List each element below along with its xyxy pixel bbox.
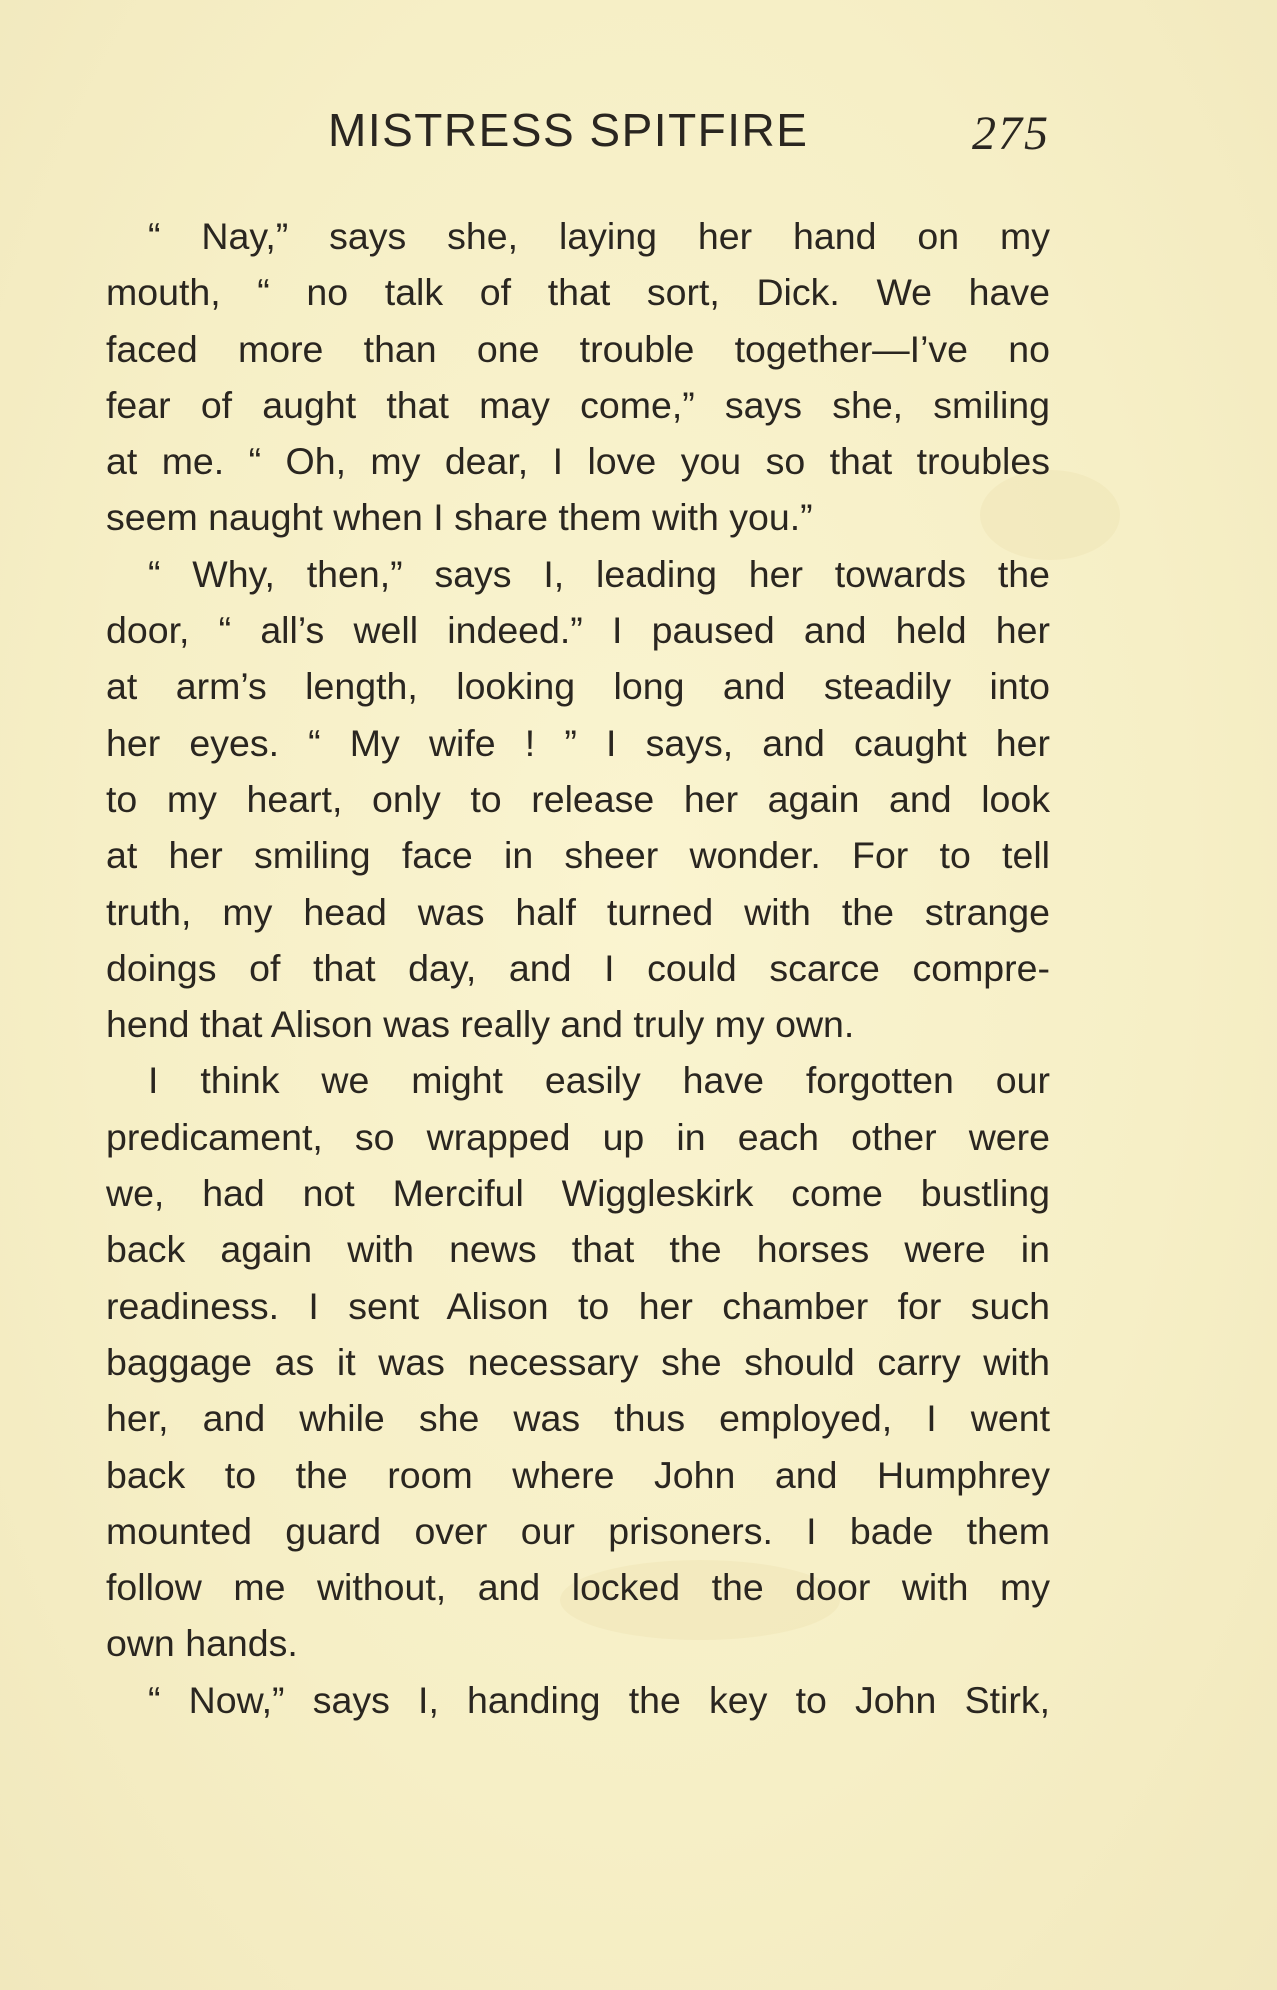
text-line: at me. “ Oh, my dear, I love you so that troubles: [106, 440, 1050, 483]
text-line: we, had not Merciful Wiggleskirk come bustling: [106, 1172, 1050, 1215]
text-line: seem naught when I share them with you.”: [106, 496, 813, 539]
text-line: at arm’s length, looking long and steadily into: [106, 665, 1050, 708]
text-line: mouth, “ no talk of that sort, Dick. We have: [106, 271, 1050, 314]
text-line: her eyes. “ My wife ! ” I says, and caught her: [106, 721, 1050, 764]
text-line: mounted guard over our prisoners. I bade them: [106, 1509, 1050, 1552]
text-line: to my heart, only to release her again and look: [106, 777, 1050, 820]
text-line: her, and while she was thus employed, I went: [106, 1397, 1050, 1440]
running-title: MISTRESS SPITFIRE: [328, 104, 809, 156]
text-line: back to the room where John and Humphrey: [106, 1453, 1050, 1496]
text-line: readiness. I sent Alison to her chamber for such: [106, 1284, 1050, 1327]
text-line: fear of aught that may come,” says she, smiling: [106, 383, 1050, 426]
text-line: truth, my head was half turned with the strange: [106, 890, 1050, 933]
text-line: doings of that day, and I could scarce compre-: [106, 946, 1050, 989]
text-line: predicament, so wrapped up in each other were: [106, 1115, 1050, 1158]
text-line: “ Now,” says I, handing the key to John Stirk,: [148, 1678, 1050, 1721]
text-line: own hands.: [106, 1622, 298, 1665]
running-head: [106, 100, 1050, 160]
text-line: back again with news that the horses were in: [106, 1228, 1050, 1271]
text-line: baggage as it was necessary she should carry with: [106, 1340, 1050, 1383]
text-line: I think we might easily have forgotten our: [148, 1059, 1050, 1102]
text-line: “ Nay,” says she, laying her hand on my: [148, 215, 1050, 257]
text-line: hend that Alison was really and truly my own.: [106, 1003, 855, 1046]
text-line: at her smiling face in sheer wonder. For to tell: [106, 834, 1050, 877]
text-line: follow me without, and locked the door with my: [106, 1566, 1050, 1609]
text-line: door, “ all’s well indeed.” I paused and held her: [106, 609, 1050, 652]
body-text: [106, 208, 1050, 1728]
text-line: “ Why, then,” says I, leading her towards the: [148, 552, 1050, 595]
page-number: 275: [972, 107, 1050, 160]
text-line: faced more than one trouble together—I’ve no: [106, 327, 1050, 370]
